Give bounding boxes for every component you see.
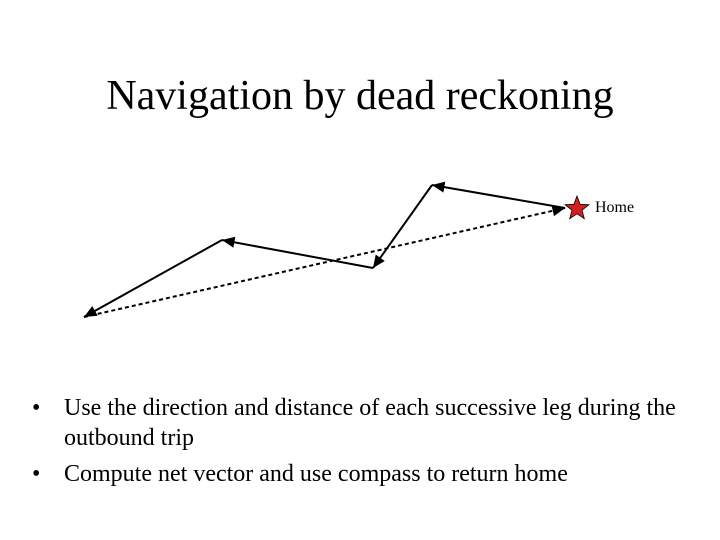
outbound-leg-4 [84,240,222,317]
net-return-vector [84,208,565,317]
bullet-text-2: Compute net vector and use compass to return home [64,461,568,487]
bullet-marker: • [32,395,41,421]
slide-title: Navigation by dead reckoning [106,73,614,119]
outbound-leg-2 [373,185,432,268]
home-label: Home [595,199,635,216]
bullet-marker: • [32,461,41,487]
bullet-text-1: Use the direction and distance of each successive leg during the outbound trip [64,395,676,451]
bullet-item-1 [32,393,692,453]
home-star-icon [565,196,589,219]
bullet-list [32,393,692,495]
bullet-item-2 [32,459,692,489]
outbound-leg-3 [222,240,373,268]
outbound-leg-1 [432,185,565,208]
